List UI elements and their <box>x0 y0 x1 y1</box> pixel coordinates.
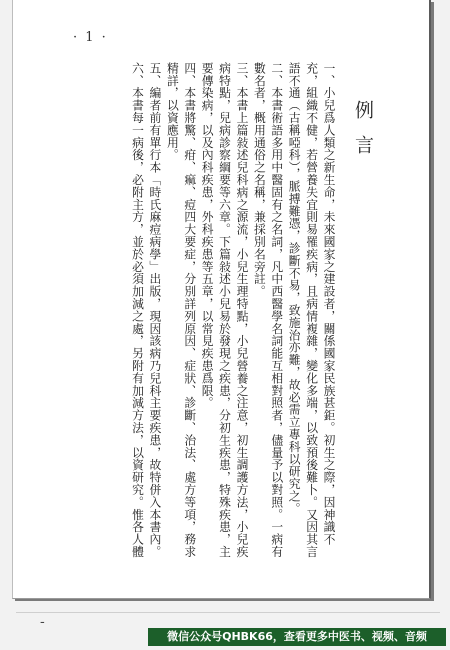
paragraph-6: 六、本書每一病後，必附主方，並於必須加減之處，另附有加減方法，以資研究。惟各人體 <box>130 62 145 559</box>
paragraph-3: 三、本書上篇敍述兒科病之源流，小兒生理特點，小兒營養之注意，初生調護方法，小兒疾病特點，兒病診察綱要等六章。下篇敍述小兒易於發現之疾患，分初生疾患，特殊疾患，主要傳染病，以及內科疾患，外科疾患等五章，以常見疾患爲限。 <box>200 62 249 559</box>
footer-divider <box>16 612 440 613</box>
page-title: 例言 <box>352 100 374 170</box>
paragraph-5: 五、編者前有單行本「時氏麻痘病學」出版，現因該病乃兒科主要疾患，故特併入本書內。 <box>147 62 162 559</box>
paragraph-2: 二、本書術語多用中醫固有之名詞，凡中西醫學名詞能互相對照者，儘量予以對照。一病有數名者，概用通俗之名稱，兼採別名旁註。 <box>252 62 284 559</box>
paragraph-1: 一、小兒爲人類之新生命，未來國家之建設者，關係國家民族甚鉅。初生之際，因神識不充，組織不健，若營養失宜則易罹疾病，且病情複雜，變化多端，以致預後難卜。又因其言語不通（古稱啞科），脈搏難憑，診斷不易，致施治亦難，故必需立專科以研究之。 <box>287 62 336 558</box>
paragraph-4: 四、本書將驚、疳、痲、痘四大要症，分別詳列原因、症狀、診斷、治法、處方等項，務求精詳，以資應用。 <box>165 62 197 559</box>
body-text <box>128 62 337 562</box>
watermark-banner: 微信公众号QHBK66，查看更多中医书、视频、音频 <box>148 628 446 646</box>
page-number: · 1 · <box>73 30 108 45</box>
document-page <box>12 0 431 599</box>
footer-dash: - <box>40 614 45 630</box>
